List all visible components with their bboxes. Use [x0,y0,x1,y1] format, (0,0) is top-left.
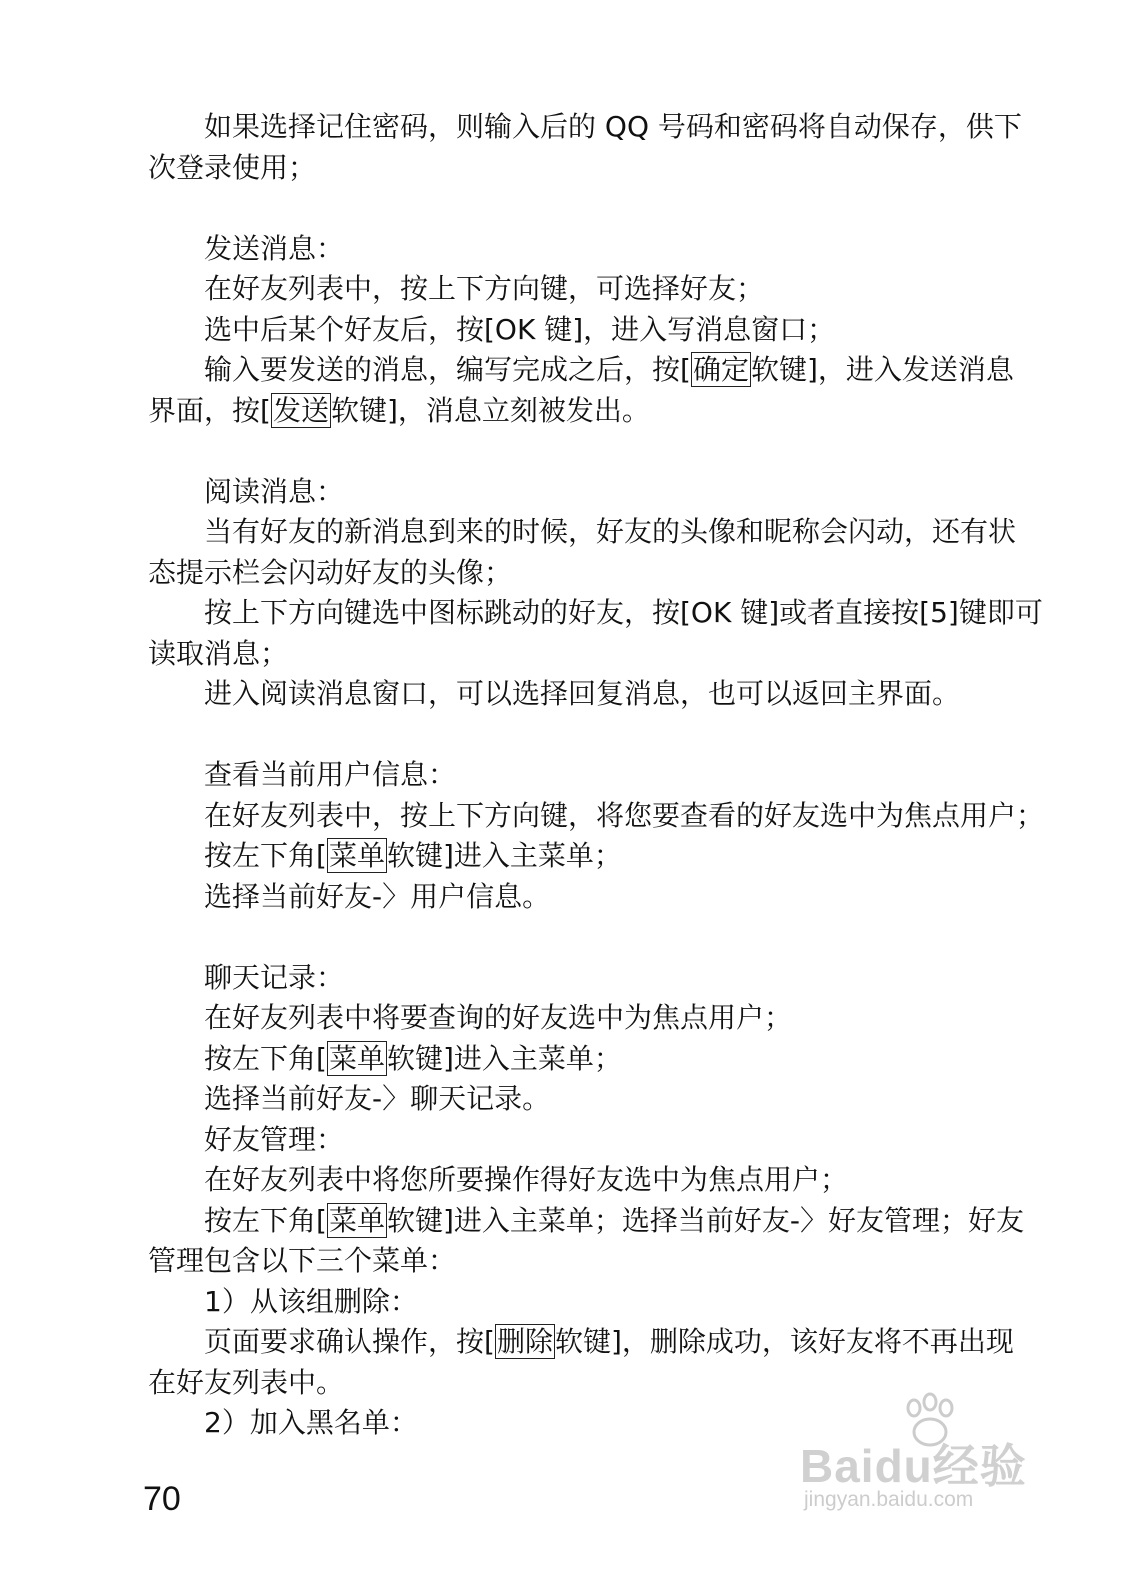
text-line [148,1241,1018,1282]
text-line [148,958,1018,999]
text-line [148,674,1018,715]
text-run: 选择当前好友-〉用户信息。 [204,879,551,913]
text-run: 按左下角[ [204,839,327,872]
text-run: 按上下方向键选中图标跳动的好友，按[OK 键]或者直接按[5]键即可 [204,596,1043,629]
text-run: 软键]进入主菜单； [386,839,622,872]
text-run: 进入阅读消息窗口，可以选择回复消息，也可以返回主界面。 [204,677,961,710]
softkey-label: 菜单 [328,839,385,872]
blank-line [148,917,1018,958]
text-line [148,310,1018,351]
softkey-label: 菜单 [328,1041,385,1075]
watermark [800,1392,1060,1532]
text-line [148,1079,1018,1120]
text-line [148,350,1018,391]
text-run: 1）从该组删除： [204,1284,418,1318]
text-line [148,107,1022,148]
softkey-label: 确定 [692,353,749,386]
text-run: 按左下角[ [204,1203,327,1237]
text-run: 在好友列表中，按上下方向键，将您要查看的好友选中为焦点用户； [204,798,1045,832]
text-run: 当有好友的新消息到来的时候，好友的头像和昵称会闪动，还有状 [204,515,1017,548]
text-run: 软键]，消息立刻被发出。 [330,393,650,427]
text-run: 2）加入黑名单： [204,1406,418,1439]
text-run: 软键]，进入发送消息 [750,353,1014,386]
softkey-label: 菜单 [328,1203,385,1237]
text-line [148,998,1018,1039]
blank-line [148,188,1018,229]
text-run: 阅读消息： [204,474,345,508]
text-line [148,1039,1018,1080]
text-line [148,593,1043,634]
text-run: 按左下角[ [204,1041,327,1075]
text-run: 态提示栏会闪动好友的头像； [148,555,513,589]
text-run: 在好友列表中将您所要操作得好友选中为焦点用户； [204,1163,849,1196]
text-line [148,634,1018,675]
text-line [148,1322,1018,1363]
softkey-label: 发送 [272,393,329,427]
text-run: 在好友列表中，按上下方向键，可选择好友； [204,272,765,305]
text-run: 查看当前用户信息： [204,758,457,791]
watermark-logo: Baidu经验 [800,1440,1027,1492]
text-line [148,148,1018,189]
body-text [148,107,1045,1444]
text-run: 选择当前好友-〉聊天记录。 [204,1082,551,1115]
text-run: 发送消息： [204,231,345,265]
text-line [148,1160,1018,1201]
text-run: 软键]进入主菜单； [386,1041,622,1075]
text-run: 次登录使用； [148,150,317,184]
text-run: 如果选择记住密码，则输入后的 QQ 号码和密码将自动保存，供下 [204,110,1022,143]
softkey-label: 删除 [496,1325,553,1358]
text-run: 界面，按[ [148,393,271,427]
text-line [148,391,1018,432]
text-run: 页面要求确认操作，按[ [204,1325,495,1358]
blank-line [148,431,1018,472]
text-run: 管理包含以下三个菜单： [148,1244,457,1277]
text-run: 在好友列表中将要查询的好友选中为焦点用户； [204,1001,793,1034]
text-line [148,1282,1018,1323]
text-line [148,836,1018,877]
text-run: 软键]，删除成功，该好友将不再出现 [554,1325,1014,1358]
blank-line [148,715,1018,756]
text-line [148,796,1045,837]
text-line [148,877,1018,918]
text-line [148,553,1018,594]
text-run: 读取消息； [148,636,289,670]
text-run: 聊天记录： [204,960,345,994]
text-run: 输入要发送的消息，编写完成之后，按[ [204,353,691,386]
text-line [148,1201,1024,1242]
text-line [148,269,1018,310]
text-run: 选中后某个好友后，按[OK 键]，进入写消息窗口； [204,312,836,346]
text-line [148,755,1018,796]
text-line [148,1120,1018,1161]
text-run: 好友管理： [204,1122,345,1156]
text-line [148,512,1018,553]
text-line [148,229,1018,270]
text-line [148,472,1018,513]
watermark-url: jingyan.baidu.com [804,1488,974,1511]
text-run: 在好友列表中。 [148,1365,345,1399]
page-number: 70 [143,1480,181,1518]
text-run: 软键]进入主菜单；选择当前好友-〉好友管理；好友 [386,1203,1024,1237]
